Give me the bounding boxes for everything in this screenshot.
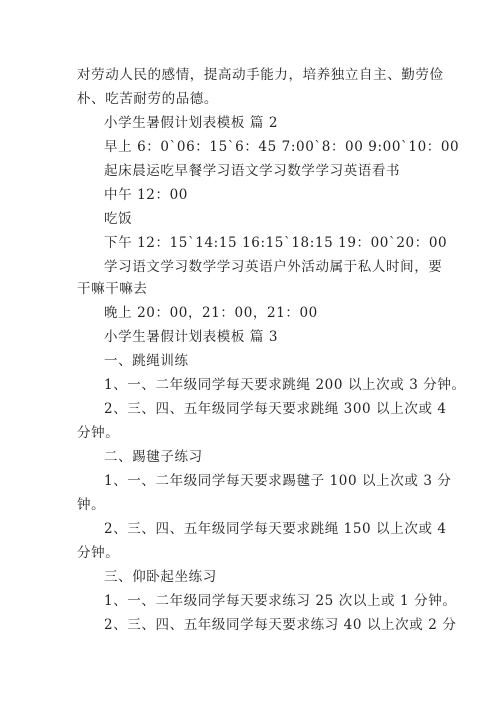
schedule-line: 吃饭 [104,211,133,227]
list-item: 1、一、二年级同学每天要求跳绳 200 以上次或 3 分钟。 [104,377,466,393]
list-item-continuation: 钟。 [77,497,106,513]
list-item: 1、一、二年级同学每天要求练习 25 次以上或 1 分钟。 [104,593,457,609]
schedule-line: 下午 12：15`14:15 16:15`18:15 19：00`20：00 [104,235,448,251]
section-title: 小学生暑假计划表模板 篇 2 [104,115,279,131]
list-item-continuation: 分钟。 [77,545,120,561]
list-item: 2、三、四、五年级同学每天要求跳绳 300 以上次或 4 [104,401,447,417]
schedule-line: 晚上 20：00，21：00，21：00 [104,305,318,321]
paragraph-line: 对劳动人民的感情，提高动手能力，培养独立自主、勤劳俭 [77,67,444,83]
paragraph-line: 朴、吃苦耐劳的品德。 [77,91,218,107]
list-item-continuation: 分钟。 [77,425,120,441]
section-title: 小学生暑假计划表模板 篇 3 [104,329,279,345]
schedule-line: 早上 6：0`06：15`6：45 7:00`8：00 9:00`10：00 [104,139,460,155]
schedule-line: 中午 12：00 [104,187,188,203]
schedule-line: 起床晨运吃早餐学习语文学习数学学习英语看书 [104,163,401,179]
list-item: 2、三、四、五年级同学每天要求练习 40 以上次或 2 分 [104,617,457,633]
subsection-heading: 一、跳绳训练 [104,353,189,369]
subsection-heading: 三、仰卧起坐练习 [104,569,217,585]
schedule-line: 干嘛干嘛去 [77,281,148,297]
list-item: 2、三、四、五年级同学每天要求跳绳 150 以上次或 4 [104,521,447,537]
schedule-line: 学习语文学习数学学习英语户外活动属于私人时间，要 [104,259,443,275]
subsection-heading: 二、踢毽子练习 [104,449,203,465]
list-item: 1、一、二年级同学每天要求踢毽子 100 以上次或 3 分 [104,473,452,489]
